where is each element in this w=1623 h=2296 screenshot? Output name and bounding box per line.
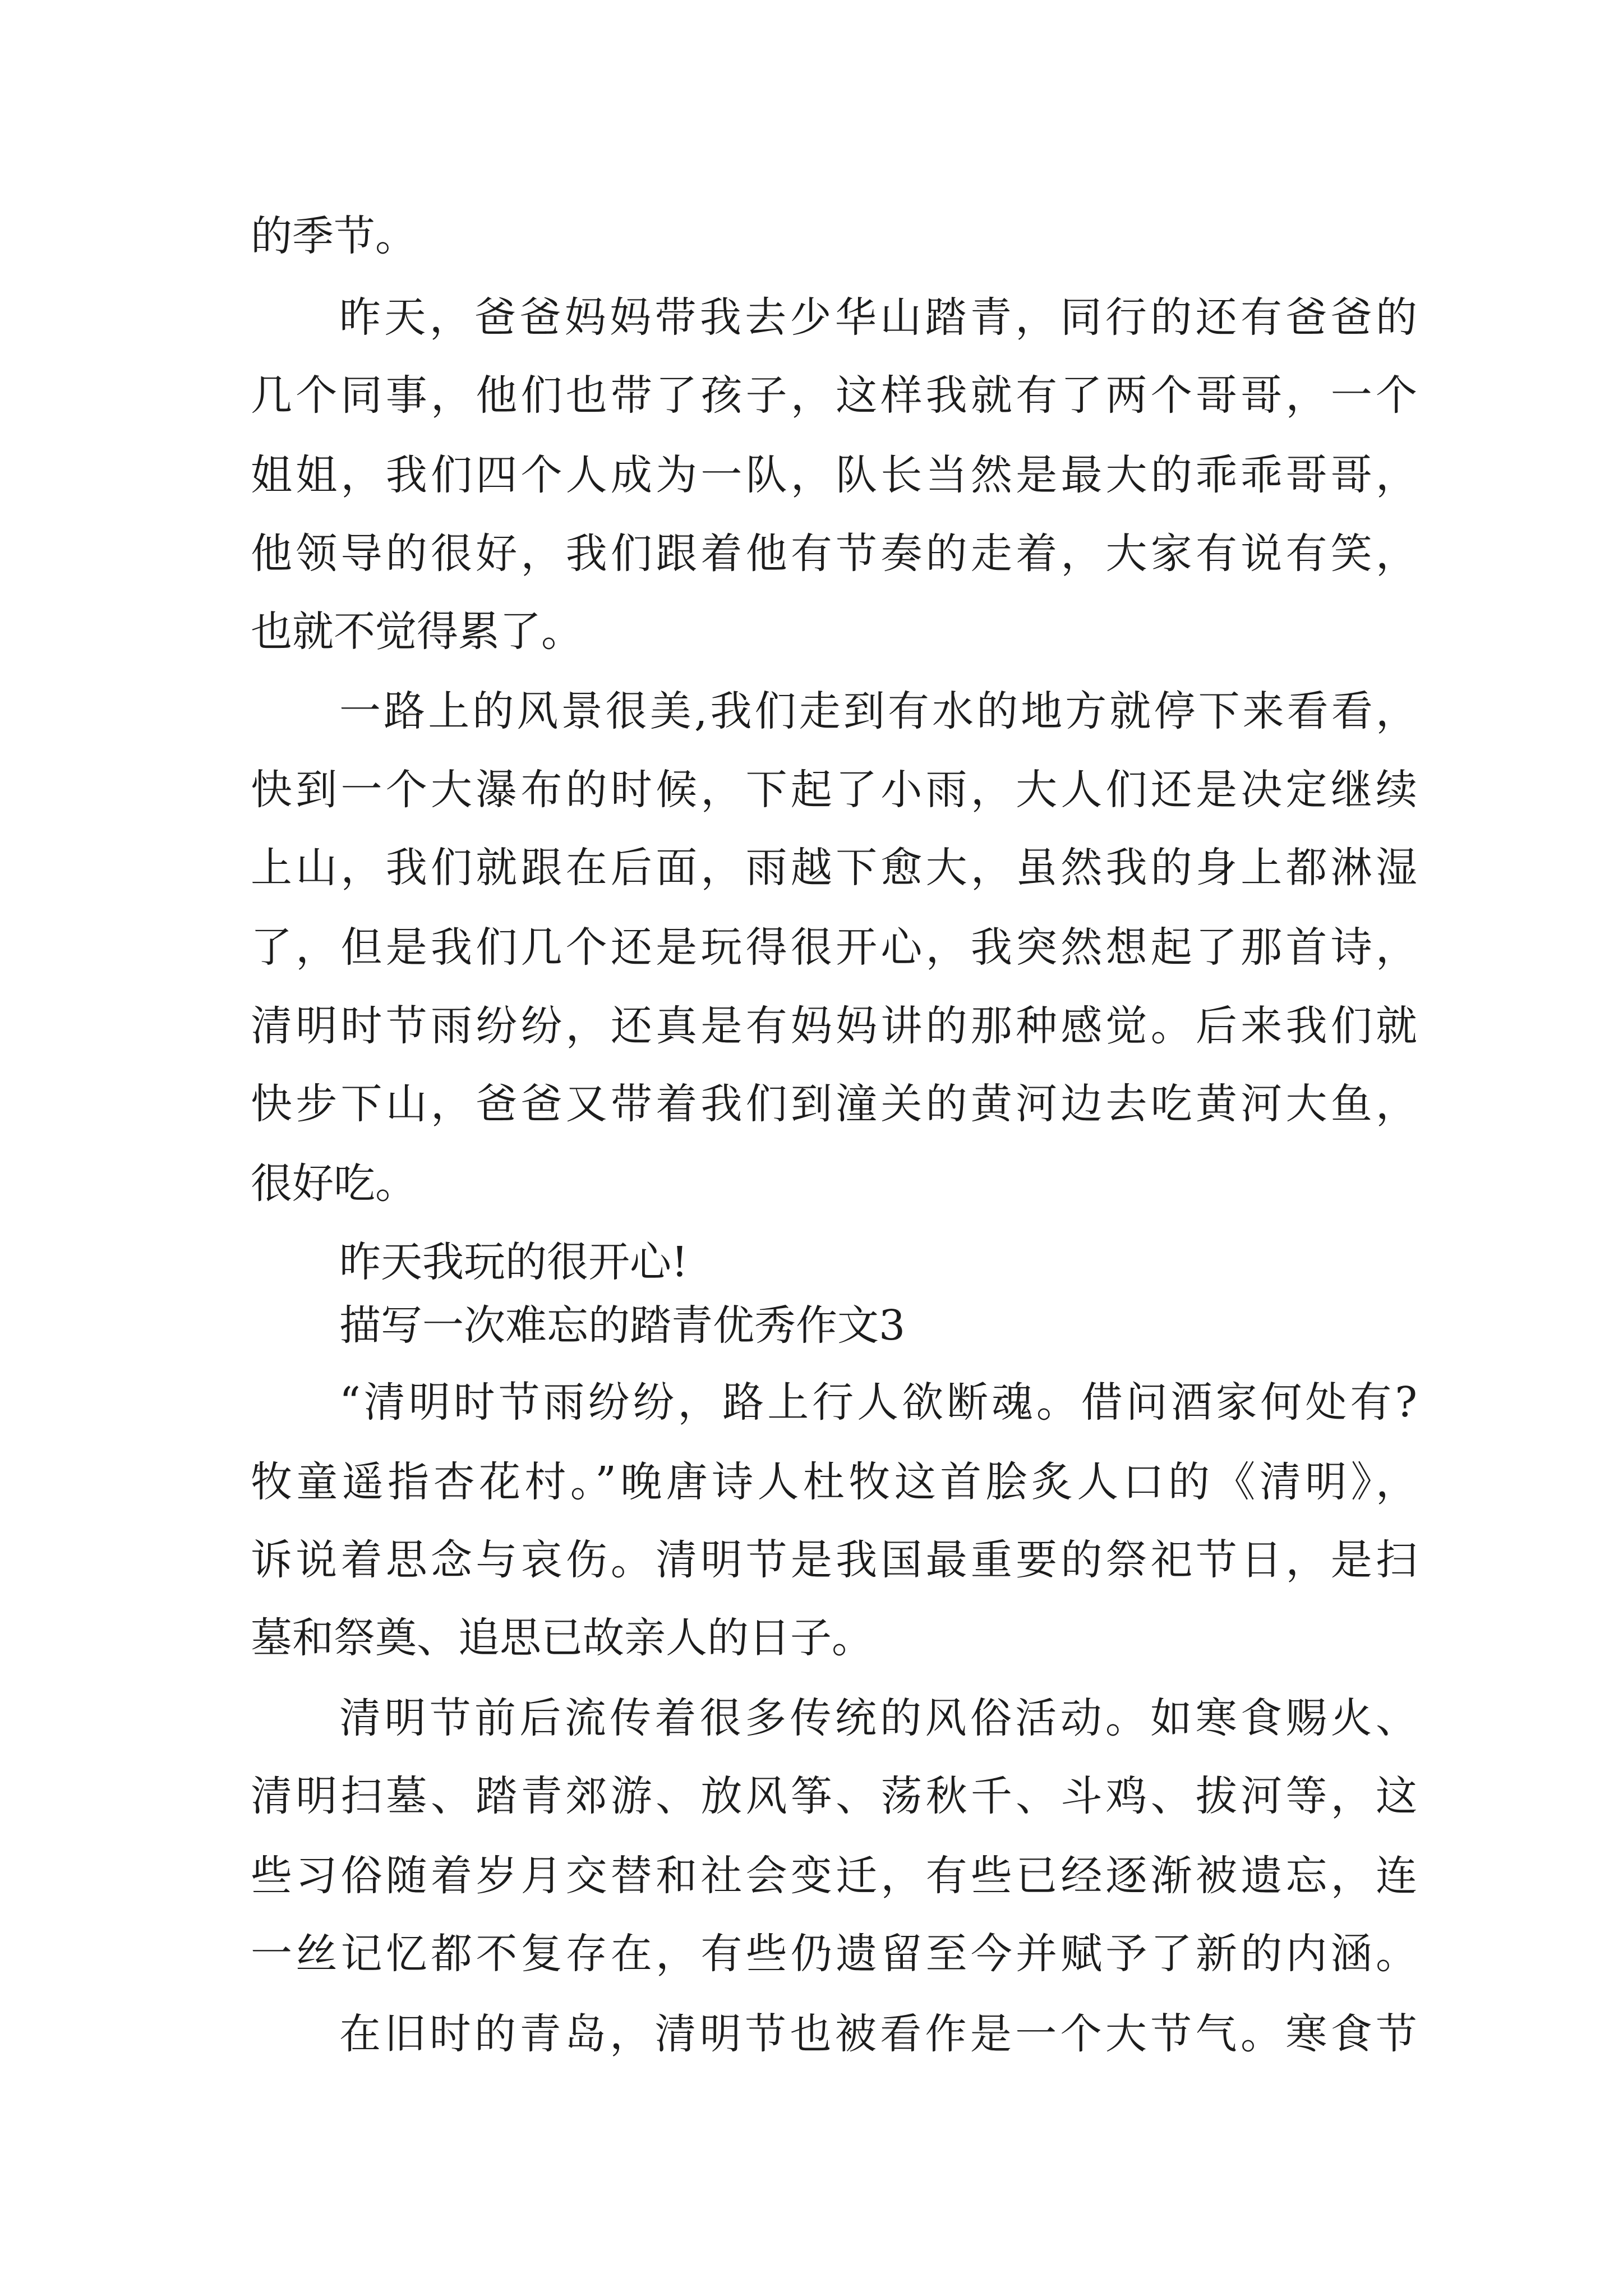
text-line: 清明扫墓、踏青郊游、放风筝、荡秋千、斗鸡、拔河等，这	[251, 1772, 1417, 1820]
text-line: 几个同事，他们也带了孩子，这样我就有了两个哥哥，一个	[251, 371, 1417, 420]
text-line: 一路上的风景很美,我们走到有水的地方就停下来看看，	[339, 687, 1417, 735]
text-line: 诉说着思念与哀伤。清明节是我国最重要的祭祀节日，是扫	[251, 1536, 1417, 1584]
text-line: 牧童遥指杏花村。”晚唐诗人杜牧这首脍炙人口的《清明》，	[251, 1458, 1417, 1506]
text-line: 的季节。	[251, 212, 417, 260]
text-line: 一丝记忆都不复存在，有些仍遗留至今并赋予了新的内涵。	[251, 1930, 1417, 1978]
text-line: 他领导的很好，我们跟着他有节奏的走着，大家有说有笑，	[251, 530, 1417, 578]
text-line: 上山，我们就跟在后面，雨越下愈大，虽然我的身上都淋湿	[251, 844, 1417, 892]
text-line: 姐姐，我们四个人成为一队，队长当然是最大的乖乖哥哥，	[251, 451, 1417, 499]
text-line: 很好吃。	[251, 1159, 417, 1208]
text-line: 也就不觉得累了。	[251, 608, 583, 656]
text-line: 清明节前后流传着很多传统的风俗活动。如寒食赐火、	[339, 1694, 1417, 1742]
text-line: 墓和祭奠、追思已故亲人的日子。	[251, 1614, 873, 1662]
essay-heading: 描写一次难忘的踏青优秀作文3	[339, 1301, 906, 1350]
text-line: 清明时节雨纷纷，还真是有妈妈讲的那种感觉。后来我们就	[251, 1002, 1417, 1050]
text-line: “清明时节雨纷纷，路上行人欲断魂。借问酒家何处有?	[339, 1378, 1417, 1427]
text-line: 了，但是我们几个还是玩得很开心，我突然想起了那首诗，	[251, 923, 1417, 972]
text-line: 昨天，爸爸妈妈带我去少华山踏青，同行的还有爸爸的	[339, 293, 1417, 342]
text-line: 昨天我玩的很开心!	[339, 1238, 688, 1286]
text-line: 在旧时的青岛，清明节也被看作是一个大节气。寒食节	[339, 2010, 1417, 2058]
text-line: 快到一个大瀑布的时候，下起了小雨，大人们还是决定继续	[251, 766, 1417, 814]
text-line: 些习俗随着岁月交替和社会变迁，有些已经逐渐被遗忘，连	[251, 1852, 1417, 1900]
text-line: 快步下山，爸爸又带着我们到潼关的黄河边去吃黄河大鱼，	[251, 1080, 1417, 1128]
